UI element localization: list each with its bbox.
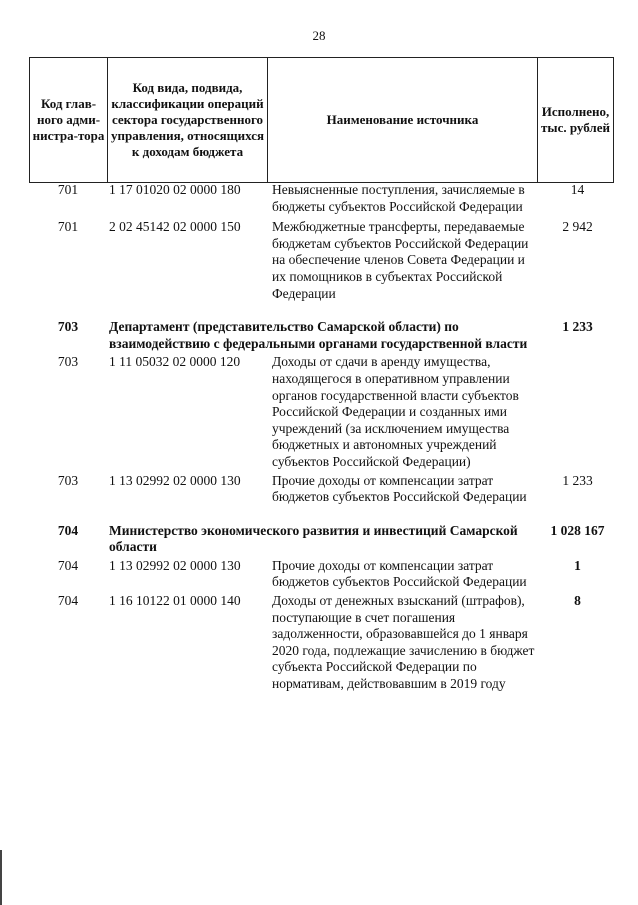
group-total: 1 233 (562, 319, 593, 335)
header-admin-code: Код глав-ного адми-нистра-тора (30, 58, 108, 183)
classification-code-cell: 1 11 05032 02 0000 120 (109, 354, 241, 370)
group-name: Департамент (представительство Самарской области) по взаимодействию с федеральными органами государственной власти (109, 319, 528, 351)
classification-code-cell: 1 13 02992 02 0000 130 (109, 472, 241, 488)
admin-code-cell: 704 (57, 593, 79, 609)
executed-value-cell: 14 (570, 182, 585, 197)
source-name-cell: Невыясненные поступления, зачисляемые в бюджеты субъектов Российской Федерации (272, 182, 525, 214)
source-name-cell: Доходы от денежных взысканий (штрафов), поступающие в счет погашения задолженности, образовавшейся до 1 января 2020 года, подлежащие зачислению в бюджет субъекта Российской Федерации по нормативам, действовавшим в 2019 году (272, 593, 535, 692)
executed-value-cell: 1 233 (562, 472, 593, 488)
admin-code-cell: 704 (57, 557, 79, 573)
executed-value-cell: 2 942 (562, 219, 593, 235)
source-name-cell: Межбюджетные трансферты, передаваемые бюджетам субъектов Российской Федерации на обеспечение членов Совета Федерации и их помощников в субъектах Российской Федерации (272, 219, 529, 301)
executed-value-cell (542, 354, 613, 470)
header-source-name: Наименование источника (268, 58, 538, 183)
admin-code-cell: 701 (57, 182, 79, 197)
table-row (29, 558, 613, 591)
classification-code-cell: 1 16 10122 01 0000 140 (109, 593, 241, 609)
page-number: 28 (312, 28, 326, 43)
table-row (29, 182, 613, 215)
executed-value-cell: 1 (574, 557, 581, 573)
source-name-cell: Прочие доходы от компенсации затрат бюджетов субъектов Российской Федерации (272, 557, 527, 590)
table-row (29, 593, 613, 693)
classification-code-cell: 1 13 02992 02 0000 130 (109, 557, 241, 573)
table-row (29, 473, 613, 506)
table-row (29, 354, 613, 470)
scan-edge-line (0, 850, 2, 905)
group-admin-code: 704 (57, 522, 79, 538)
table-body (29, 182, 613, 693)
header-classification-code: Код вида, подвида, классификации операций сектора государственного управления, относящихся к доходам бюджета (108, 58, 268, 183)
executed-value-cell: 8 (574, 593, 581, 609)
group-total: 1 028 167 (550, 522, 605, 538)
group-header-row (29, 523, 613, 556)
admin-code-cell: 703 (57, 354, 79, 370)
classification-code-cell: 1 17 01020 02 0000 180 (109, 182, 241, 197)
source-name-cell: Доходы от сдачи в аренду имущества, находящегося в оперативном управлении органов государственной власти субъектов Российской Федерации и созданных ими учреждений (за исключением имущества бюджетных и автономных учреждений субъектов Российской Федерации) (272, 354, 519, 469)
table-header (29, 57, 614, 183)
header-executed: Исполнено, тыс. рублей (538, 58, 614, 183)
classification-code-cell: 2 02 45142 02 0000 150 (109, 219, 241, 235)
admin-code-cell: 703 (57, 472, 79, 488)
table-row (29, 219, 613, 302)
group-header-row (29, 319, 613, 352)
group-name: Министерство экономического развития и инвестиций Самарской области (109, 522, 518, 555)
source-name-cell: Прочие доходы от компенсации затрат бюджетов субъектов Российской Федерации (272, 472, 527, 505)
admin-code-cell: 701 (57, 219, 79, 235)
group-admin-code: 703 (57, 319, 79, 335)
